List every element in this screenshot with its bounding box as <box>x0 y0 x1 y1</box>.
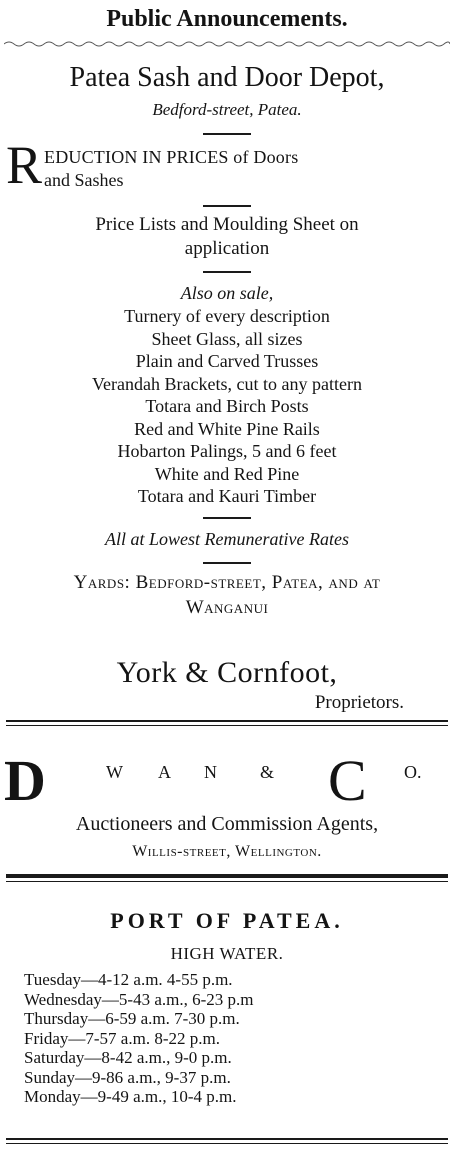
short-rule <box>203 205 251 207</box>
short-rule <box>203 562 251 564</box>
section-divider <box>6 720 448 722</box>
tide-row: Thursday—6-59 a.m. 7-30 p.m. <box>24 1009 240 1028</box>
tide-row: Sunday—9-86 a.m., 9-37 p.m. <box>24 1067 231 1087</box>
sale-item: Red and White Pine Rails <box>134 418 320 439</box>
sale-item: Plain and Carved Trusses <box>135 351 319 371</box>
tide-row: Wednesday—5-43 a.m., 6-23 p.m <box>24 989 254 1009</box>
sale-item: White and Red Pine <box>154 463 300 484</box>
yards-line-2: Wanganui <box>185 597 269 618</box>
depot-name: Patea Sash and Door Depot, <box>69 62 385 93</box>
tide-row: Saturday—8-42 a.m., 9-0 p.m. <box>24 1048 232 1067</box>
dwan-big-d: D <box>4 748 46 813</box>
reduction-drop-cap: R <box>6 135 43 195</box>
dwan-letter: & <box>260 762 275 782</box>
sale-item: Hobarton Palings, 5 and 6 feet <box>117 441 337 461</box>
tide-row: Tuesday—4-12 a.m. 4-55 p.m. <box>24 970 233 989</box>
section-divider <box>6 874 448 878</box>
tide-row: Friday—7-57 a.m. 8-22 p.m. <box>24 1028 220 1048</box>
tide-table <box>24 970 254 1107</box>
dwan-letter: A <box>158 762 171 782</box>
port-title: PORT OF PATEA. <box>110 908 344 933</box>
section-divider <box>6 1138 448 1140</box>
dwan-big-c: C <box>328 748 367 813</box>
dwan-o: O. <box>404 762 422 782</box>
sale-item: Totara and Kauri Timber <box>137 486 317 506</box>
sale-item: Totara and Birch Posts <box>145 396 309 416</box>
reduction-line-1: EDUCTION IN PRICES of Doors <box>44 147 299 167</box>
short-rule <box>203 271 251 273</box>
dwan-address: Willis-street, Wellington. <box>132 843 322 860</box>
sale-item: Turnery of every description <box>124 306 330 326</box>
short-rule <box>203 133 251 135</box>
section-divider <box>6 1143 448 1144</box>
price-lists-line-1: Price Lists and Moulding Sheet on <box>95 214 359 235</box>
sale-items-list <box>0 305 454 508</box>
section-title: Public Announcements. <box>106 6 348 32</box>
proprietors-name: York & Cornfoot, <box>116 656 338 689</box>
rates-line: All at Lowest Remunerative Rates <box>105 529 349 549</box>
tide-row: Monday—9-49 a.m., 10-4 p.m. <box>24 1087 237 1106</box>
proprietors-label: Proprietors. <box>314 692 404 713</box>
price-lists-line-2: application <box>184 238 270 259</box>
dwan-letter: W <box>106 762 123 782</box>
section-divider <box>6 725 448 726</box>
short-rule <box>203 517 251 519</box>
yards-line-1: Yards: Bedford-street, Patea, and at <box>73 572 381 593</box>
dwan-tagline: Auctioneers and Commission Agents, <box>75 813 379 835</box>
wavy-divider <box>4 40 450 48</box>
dwan-letter: N <box>204 762 217 782</box>
section-divider <box>6 881 448 882</box>
high-water-heading: HIGH WATER. <box>170 944 284 963</box>
sale-item: Verandah Brackets, cut to any pattern <box>92 373 362 394</box>
reduction-line-2: and Sashes <box>44 170 124 190</box>
sale-item: Sheet Glass, all sizes <box>151 328 303 349</box>
depot-address: Bedford-street, Patea. <box>152 100 302 119</box>
also-on-sale: Also on sale, <box>180 283 274 303</box>
